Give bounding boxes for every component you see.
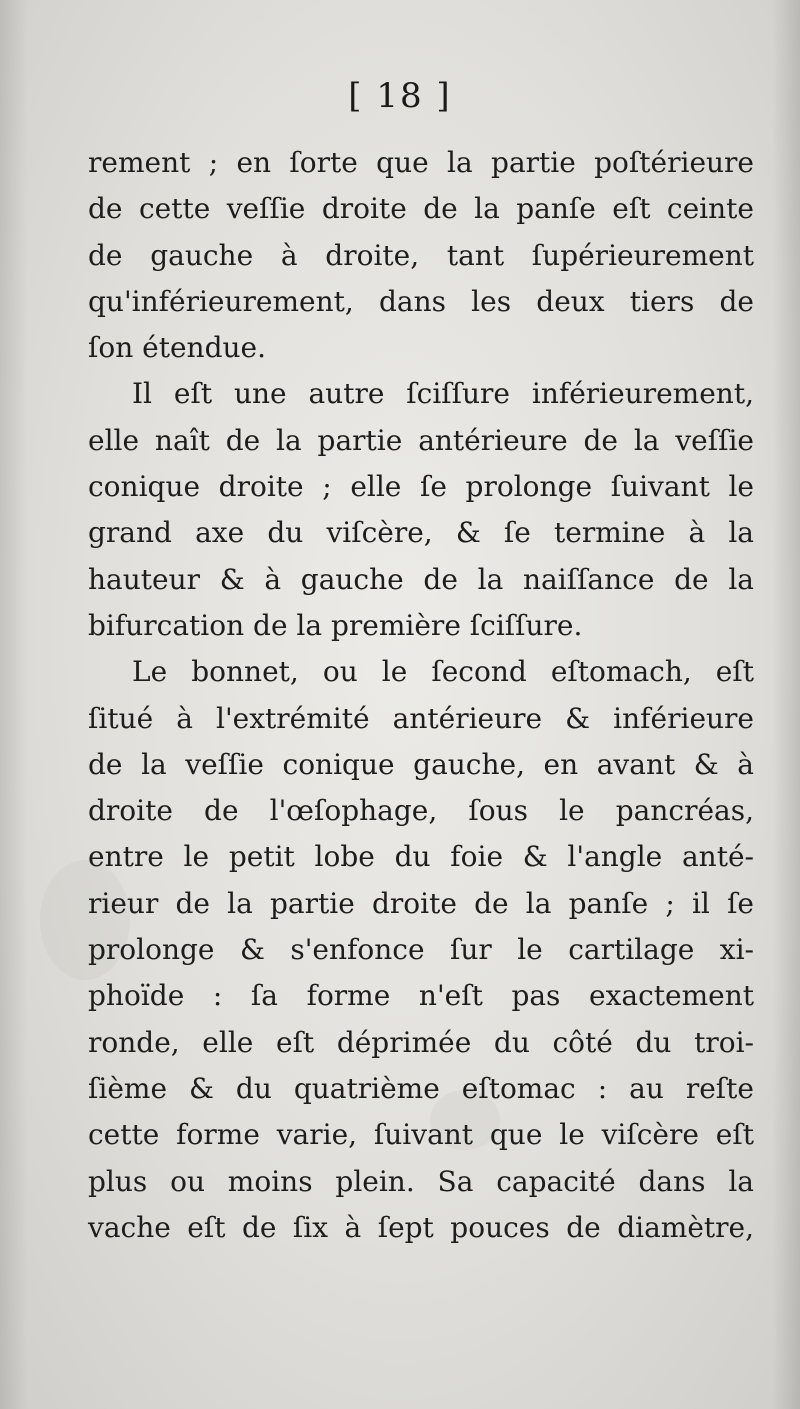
- text-line: qu'inférieurement, dans les deux tiers de: [88, 284, 754, 318]
- text-line: grand axe du viſcère, & ſe termine à la: [88, 516, 754, 550]
- text-line: prolonge & s'enfonce ſur le cartilage xi-: [88, 933, 754, 967]
- paragraph: [88, 649, 754, 1251]
- body-text: [88, 140, 754, 1251]
- text-line: entre le petit lobe du foie & l'angle anté-: [88, 840, 754, 874]
- paragraph: [88, 140, 754, 371]
- text-line: ſon étendue.: [88, 331, 267, 365]
- page-left-shadow: [0, 0, 28, 1409]
- paragraph: [88, 371, 754, 649]
- page-right-shadow: [772, 0, 800, 1409]
- text-line: Il eſt une autre ſciſſure inférieurement,: [132, 377, 754, 411]
- text-line: phoïde : ſa forme n'eſt pas exactement: [88, 979, 754, 1013]
- text-line: ſitué à l'extrémité antérieure & inférieure: [88, 701, 754, 735]
- text-line: plus ou moins plein. Sa capacité dans la: [88, 1164, 754, 1198]
- text-line: de gauche à droite, tant ſupérieurement: [88, 238, 754, 272]
- text-line: rement ; en ſorte que la partie poſtérieure: [88, 146, 754, 179]
- text-line: de cette veſſie droite de la panſe eſt ceinte: [88, 192, 754, 226]
- text-line: droite de l'œſophage, ſous le pancréas,: [88, 794, 754, 828]
- text-line: vache eſt de ſix à ſept pouces de diamètre,: [88, 1210, 754, 1244]
- text-line: elle naît de la partie antérieure de la veſſie: [88, 423, 754, 457]
- text-line: ſième & du quatrième eſtomac : au reſte: [88, 1071, 754, 1105]
- text-line: ronde, elle eſt déprimée du côté du troi-: [88, 1025, 754, 1059]
- text-line: rieur de la partie droite de la panſe ; il ſe: [88, 886, 754, 920]
- text-line: Le bonnet, ou le ſecond eſtomach, eſt: [132, 655, 754, 689]
- page-number: [ 18 ]: [348, 76, 452, 116]
- text-line: cette forme varie, ſuivant que le viſcère eſt: [88, 1118, 754, 1152]
- text-line: hauteur & à gauche de la naiſſance de la: [88, 562, 754, 596]
- text-line: de la veſſie conique gauche, en avant & à: [88, 747, 754, 781]
- text-line: bifurcation de la première ſciſſure.: [88, 608, 583, 642]
- text-line: conique droite ; elle ſe prolonge ſuivant le: [88, 470, 754, 504]
